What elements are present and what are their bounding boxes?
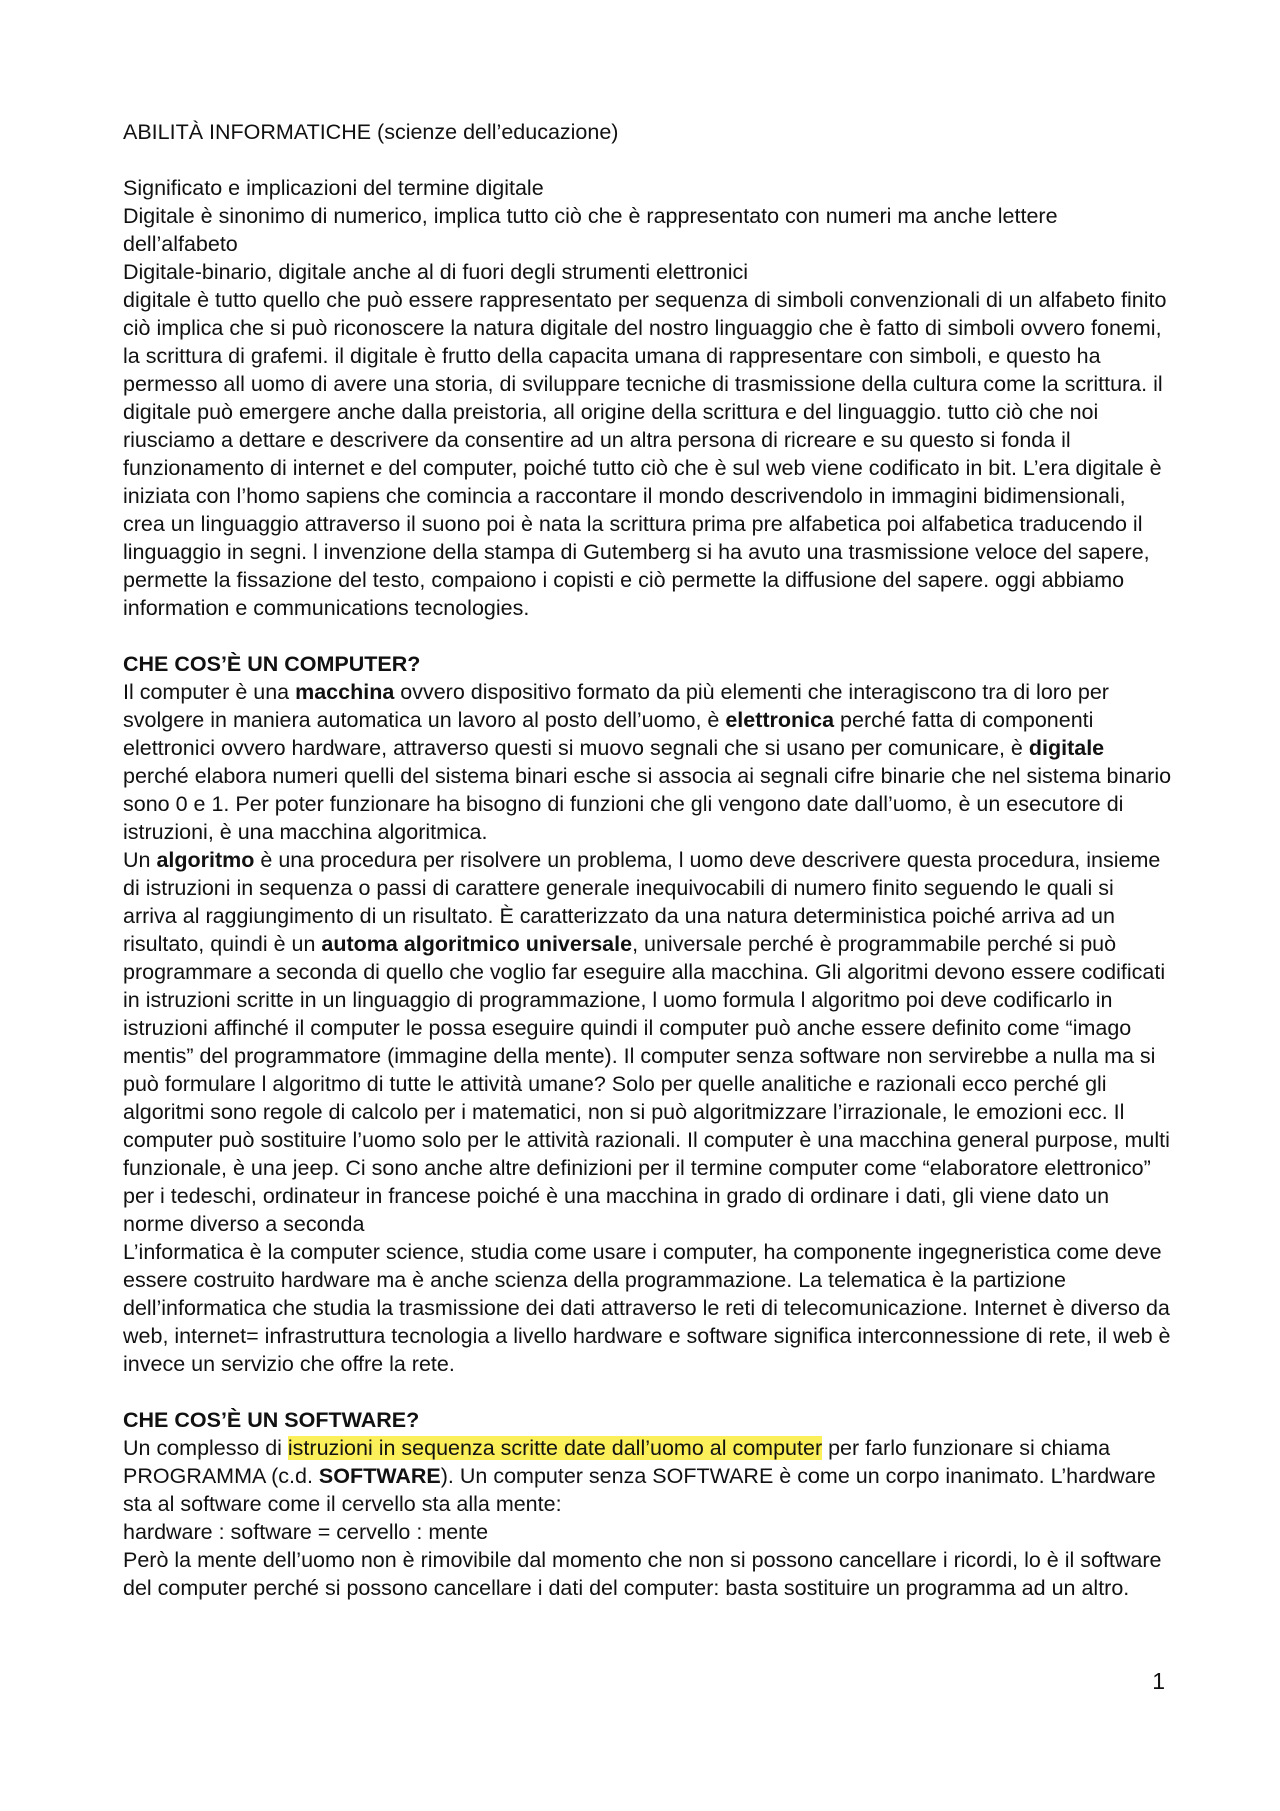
- paragraph-informatica: L’informatica è la computer science, studia come usare i computer, ha componente ingegneristica come deve essere costruito hardware ma è anche scienza della programmazione. La telematica è la partizione dell’informatica che studia la trasmissione dei dati attraverso le reti di telecomunicazione. Internet è diverso da web, internet= infrastruttura tecnologia a livello hardware e software significa interconnessione di rete, il web è invece un servizio che offre la rete.: [123, 1240, 1171, 1376]
- paragraph-algoritmo: Un algoritmo è una procedura per risolvere un problema, l uomo deve descrivere questa procedura, insieme di istruzioni in sequenza o passi di carattere generale inequivocabili di numero finito seguendo le quali si arriva al raggiungimento di un risultato. È caratterizzato da una natura deterministica poiché arriva ad un risultato, quindi è un automa algoritmico universale, universale perché è programmabile perché si può programmare a seconda di quello che voglio far eseguire alla macchina. Gli algoritmi devono essere codificati in istruzioni scritte in un linguaggio di programmazione, l uomo formula l algoritmo poi deve codificarlo in istruzioni affinché il computer le possa eseguire quindi il computer può anche essere definito come “imago mentis” del programmatore (immagine della mente). Il computer senza software non servirebbe a nulla ma si può formulare l algoritmo di tutte le attività umane? Solo per quelle analitiche e razionali ecco perché gli algoritmi sono regole di calcolo per i matematici, non si può algoritmizzare l’irrazionale, le emozioni ecc. Il computer può sostituire l’uomo solo per le attività razionali. Il computer è una macchina general purpose, multi funzionale, è una jeep. Ci sono anche altre definizioni per il termine computer come “elaboratore elettronico” per i tedeschi, ordinateur in francese poiché è una macchina in grado di ordinare i dati, gli viene dato un norme diverso a seconda: [123, 848, 1170, 1236]
- paragraph-analogia: hardware : software = cervello : mente: [123, 1520, 489, 1544]
- paragraph-digitale-binario: Digitale-binario, digitale anche al di fuori degli strumenti elettronici: [123, 260, 749, 284]
- paragraph-gap: [123, 622, 1173, 650]
- paragraph-software-definizione: Un complesso di istruzioni in sequenza scritte date dall’uomo al computer per farlo funzionare si chiama PROGRAMMA (c.d. SOFTWARE). Un computer senza SOFTWARE è come un corpo inanimato. L’hardware sta al software come il cervello sta alla mente:: [123, 1436, 1156, 1516]
- section-heading-digitale: Significato e implicazioni del termine digitale: [123, 176, 544, 200]
- document-title: ABILITÀ INFORMATICHE (scienze dell’educazione): [123, 120, 619, 144]
- paragraph-gap: [123, 146, 1173, 174]
- highlighted-text: istruzioni in sequenza scritte date dall’uomo al computer: [287, 1436, 823, 1460]
- paragraph-digitale-definizione: Digitale è sinonimo di numerico, implica tutto ciò che è rappresentato con numeri ma anche lettere dell’alfabeto: [123, 204, 1058, 256]
- document-body: [123, 118, 1173, 1602]
- paragraph-computer-definizione: Il computer è una macchina ovvero dispositivo formato da più elementi che interagiscono tra di loro per svolgere in maniera automatica un lavoro al posto dell’uomo, è elettronica perché fatta di componenti elettronici ovvero hardware, attraverso questi si muovo segnali che si usano per comunicare, è digitale perché elabora numeri quelli del sistema binari esche si associa ai segnali cifre binarie che nel sistema binario sono 0 e 1. Per poter funzionare ha bisogno di funzioni che gli vengono date dall’uomo, è un esecutore di istruzioni, è una macchina algoritmica.: [123, 680, 1172, 844]
- paragraph-mente-software: Però la mente dell’uomo non è rimovibile dal momento che non si possono cancellare i ricordi, lo è il software del computer perché si possono cancellare i dati del computer: basta sostituire un programma ad un altro.: [123, 1548, 1162, 1600]
- section-heading-computer: CHE COS’È UN COMPUTER?: [123, 652, 421, 676]
- section-heading-software: CHE COS’È UN SOFTWARE?: [123, 1408, 420, 1432]
- paragraph-digitale-storia: digitale è tutto quello che può essere rappresentato per sequenza di simboli convenzionali di un alfabeto finito ciò implica che si può riconoscere la natura digitale del nostro linguaggio che è fatto di simboli ovvero fonemi, la scrittura di grafemi. il digitale è frutto della capacita umana di rappresentare con simboli, e questo ha permesso all uomo di avere una storia, di sviluppare tecniche di trasmissione della cultura come la scrittura. il digitale può emergere anche dalla preistoria, all origine della scrittura e del linguaggio. tutto ciò che noi riusciamo a dettare e descrivere da consentire ad un altra persona di ricreare e su questo si fonda il funzionamento di internet e del computer, poiché tutto ciò che è sul web viene codificato in bit. L’era digitale è iniziata con l’homo sapiens che comincia a raccontare il mondo descrivendolo in immagini bidimensionali, crea un linguaggio attraverso il suono poi è nata la scrittura prima pre alfabetica poi alfabetica traducendo il linguaggio in segni. l invenzione della stampa di Gutemberg si ha avuto una trasmissione veloce del sapere, permette la fissazione del testo, compaiono i copisti e ciò permette la diffusione del sapere. oggi abbiamo information e communications tecnologies.: [123, 288, 1167, 620]
- paragraph-gap: [123, 1378, 1173, 1406]
- page-number: 1: [1152, 1668, 1165, 1694]
